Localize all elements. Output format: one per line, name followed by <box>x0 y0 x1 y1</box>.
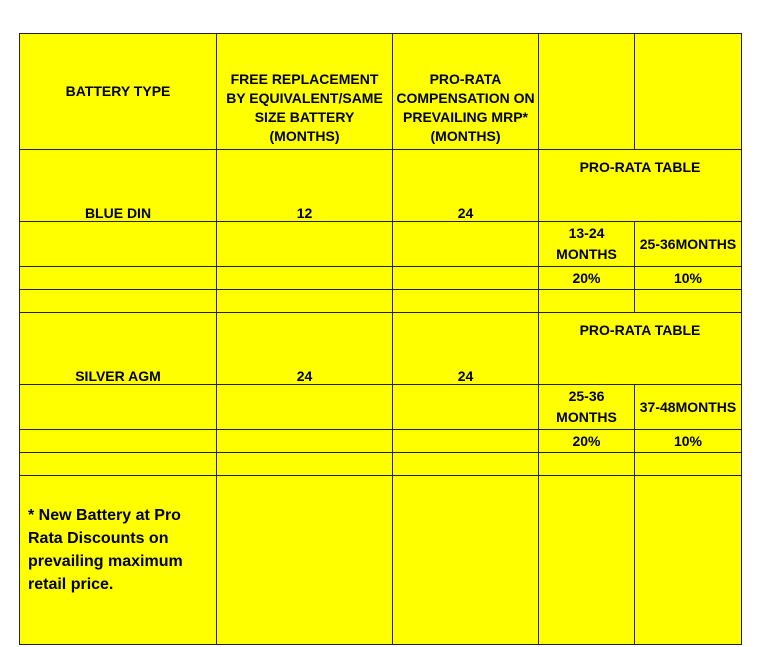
free-months: 24 <box>217 313 393 385</box>
pro-rata-months: 24 <box>393 150 539 222</box>
table-row <box>20 150 742 222</box>
pro-rata-table-title: PRO-RATA TABLE <box>539 150 742 222</box>
empty-cell <box>20 385 217 430</box>
header-pro-rata-compensation: PRO-RATA COMPENSATION ON PREVAILING MRP*(MONTHS) <box>393 34 539 150</box>
empty-cell <box>393 267 539 290</box>
empty-cell <box>20 267 217 290</box>
empty-cell <box>539 290 635 313</box>
empty-cell <box>393 453 539 476</box>
header-row <box>20 34 742 150</box>
empty-cell <box>217 385 393 430</box>
percentage-value: 20% <box>539 267 635 290</box>
table-row <box>20 430 742 453</box>
empty-cell <box>539 453 635 476</box>
battery-name: SILVER AGM <box>20 313 217 385</box>
table-row <box>20 453 742 476</box>
header-empty-cell <box>635 34 742 150</box>
percentage-value: 10% <box>635 430 742 453</box>
empty-cell <box>217 222 393 267</box>
empty-cell <box>393 385 539 430</box>
empty-cell <box>635 476 742 645</box>
empty-cell <box>217 267 393 290</box>
header-free-replacement: FREE REPLACEMENT BY EQUIVALENT/SAME SIZE BATTERY (MONTHS) <box>217 34 393 150</box>
empty-cell <box>635 290 742 313</box>
warranty-table <box>19 33 742 645</box>
empty-cell <box>393 222 539 267</box>
footnote-row <box>20 476 742 645</box>
empty-cell <box>635 453 742 476</box>
table-row <box>20 267 742 290</box>
empty-cell <box>393 476 539 645</box>
empty-cell <box>539 476 635 645</box>
table-row <box>20 290 742 313</box>
empty-cell <box>217 290 393 313</box>
empty-cell <box>20 430 217 453</box>
empty-cell <box>393 290 539 313</box>
empty-cell <box>217 430 393 453</box>
free-months: 12 <box>217 150 393 222</box>
table-row <box>20 385 742 430</box>
empty-cell <box>20 453 217 476</box>
percentage-value: 10% <box>635 267 742 290</box>
pro-rata-months: 24 <box>393 313 539 385</box>
footnote-text: * New Battery at Pro Rata Discounts on prevailing maximum retail price. <box>20 476 217 645</box>
table-row <box>20 222 742 267</box>
battery-name: BLUE DIN <box>20 150 217 222</box>
empty-cell <box>217 476 393 645</box>
period-label: 13-24 MONTHS <box>539 222 635 267</box>
empty-cell <box>393 430 539 453</box>
empty-cell <box>20 222 217 267</box>
empty-cell <box>20 290 217 313</box>
pro-rata-table-title: PRO-RATA TABLE <box>539 313 742 385</box>
empty-cell <box>217 453 393 476</box>
period-label: 37-48MONTHS <box>635 385 742 430</box>
header-battery-type: BATTERY TYPE <box>20 34 217 150</box>
period-label: 25-36 MONTHS <box>539 385 635 430</box>
period-label: 25-36MONTHS <box>635 222 742 267</box>
percentage-value: 20% <box>539 430 635 453</box>
header-empty-cell <box>539 34 635 150</box>
table-row <box>20 313 742 385</box>
